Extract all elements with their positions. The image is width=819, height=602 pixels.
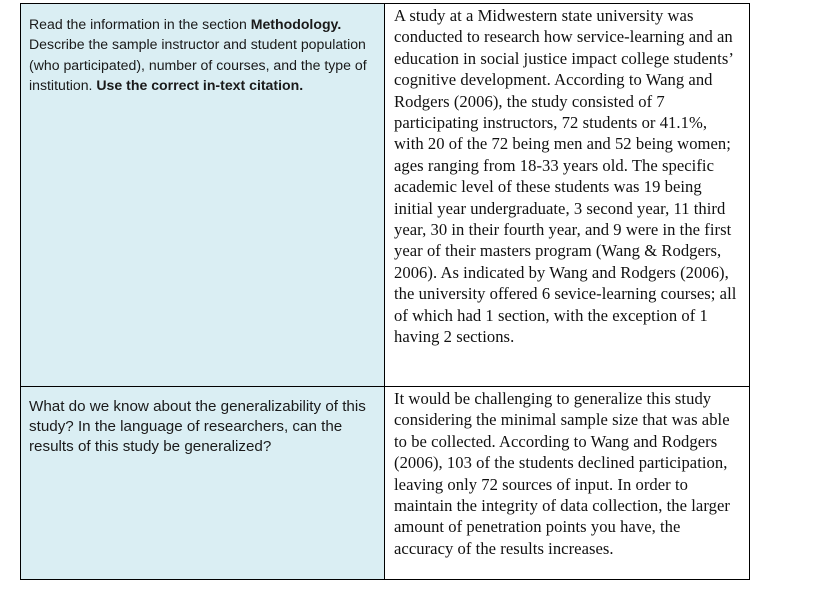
prompt-text-generalizability: What do we know about the generalizability of this study? In the language of researchers, can the results of this study be generalized?: [29, 398, 366, 455]
prompt-text-part: Describe the sample instructor and student population (who participated), number of courses, and the type of institution.: [29, 36, 367, 94]
prompt-cell-methodology: [21, 4, 385, 387]
prompt-bold-section: Methodology.: [250, 16, 342, 32]
answer-cell-methodology[interactable]: [385, 4, 750, 387]
prompt-bold-instruction: Use the correct in-text citation.: [96, 77, 304, 94]
table-row: [21, 387, 750, 580]
answer-text-methodology: A study at a Midwestern state university was conducted to research how service-learning and an education in social justice impact college students’ cognitive development. According to Wang and Rodgers (2006), the study consisted of 7 participating instructors, 72 students or 41.1%, with 20 of the 72 being men and 52 being women; ages ranging from 18-33 years old. The specific academic level of these students was 19 being initial year undergraduate, 3 second year, 11 third year, 30 in their fourth year, and 9 were in the first year of their masters program (Wang & Rodgers, 2006). As indicated by Wang and Rodgers (2006), the university offered 6 sevice-learning courses; all of which had 1 section, with the exception of 1 having 2 sections.: [394, 6, 737, 347]
answer-cell-generalizability[interactable]: [385, 387, 750, 580]
prompt-cell-generalizability: [21, 387, 385, 580]
prompt-text-methodology: [21, 4, 384, 96]
answer-text-generalizability: It would be challenging to generalize this study considering the minimal sample size that was able to be collected. According to Wang and Rodgers (2006), 103 of the students declined participation, leaving only 72 sources of input. In order to maintain the integrity of data collection, the larger amount of penetration points you have, the accuracy of the results increases.: [394, 389, 730, 558]
table-row: [21, 4, 750, 387]
prompt-text-part: Read the information in the section: [29, 16, 251, 32]
assignment-table: [20, 3, 750, 580]
